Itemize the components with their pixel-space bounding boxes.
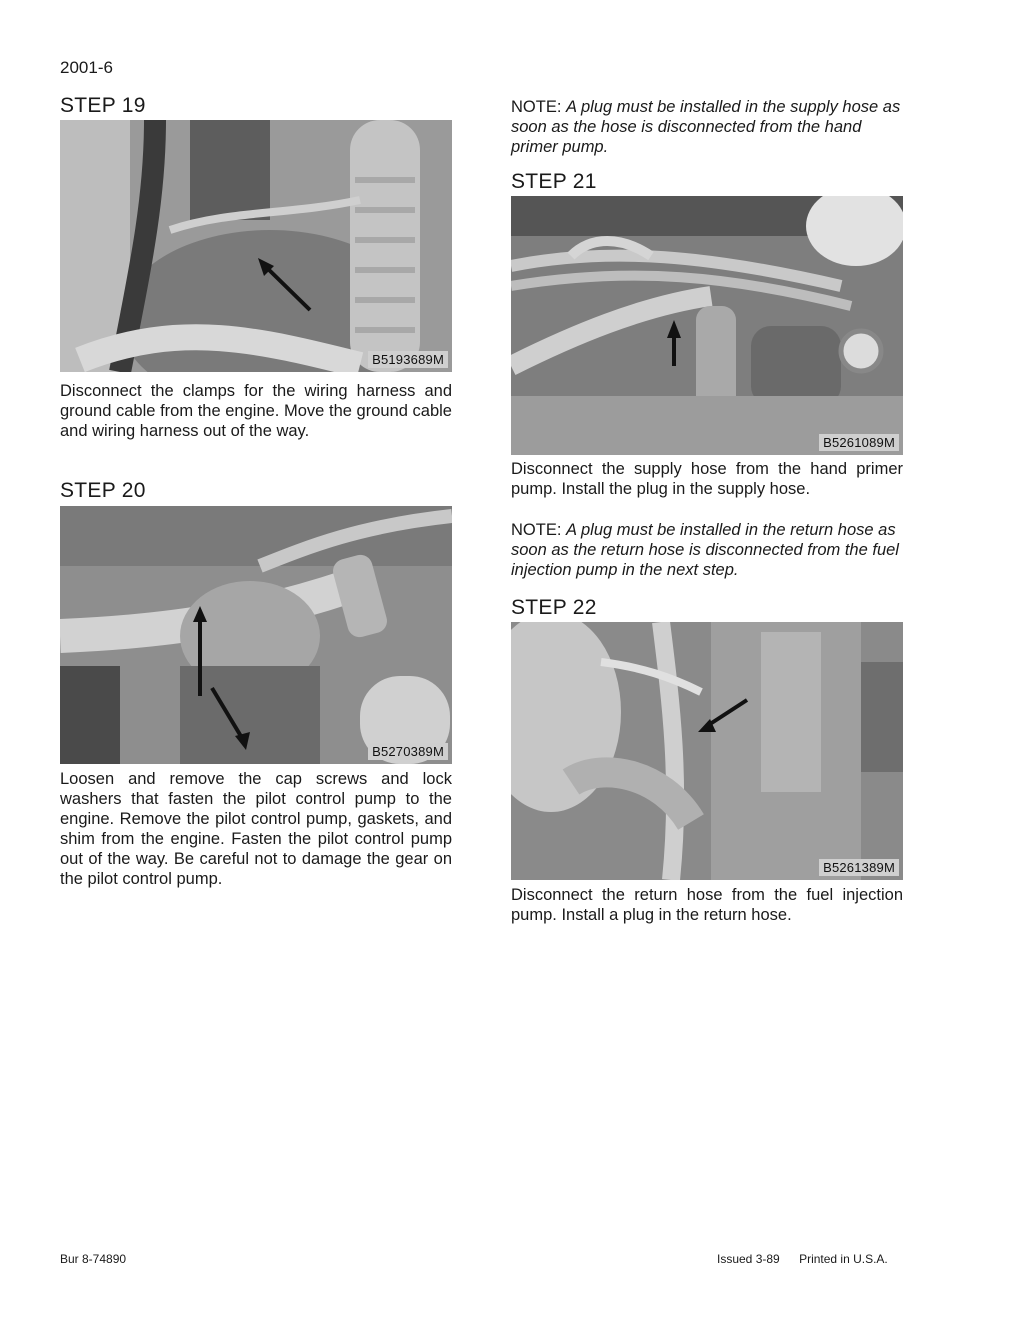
pilot-control-pump-image: [60, 506, 452, 764]
step-19-heading: STEP 19: [60, 94, 146, 117]
step-22-heading: STEP 22: [511, 596, 597, 619]
step-21-photo-code: B5261089M: [819, 434, 899, 451]
step-19-photo: [60, 120, 452, 372]
footer-doc-number: Bur 8-74890: [60, 1252, 127, 1266]
note-text: A plug must be installed in the supply hose as soon as the hose is disconnected from the hand primer pump.: [511, 98, 901, 156]
fuel-injection-pump-image: [511, 622, 903, 880]
page-number: 2001-6: [60, 58, 113, 77]
step-20-photo: [60, 506, 452, 764]
step-22-photo: [511, 622, 903, 880]
step-22-caption: Disconnect the return hose from the fuel injection pump. Install a plug in the return hose.: [511, 886, 903, 924]
step-19-photo-code: B5193689M: [368, 351, 448, 368]
step-21-caption: Disconnect the supply hose from the hand primer pump. Install the plug in the supply hose.: [511, 460, 903, 498]
note-return-hose-plug: [511, 520, 903, 580]
step-22-photo-code: B5261389M: [819, 859, 899, 876]
footer-issue-info: [717, 1252, 888, 1266]
footer-issued: Issued 3-89: [717, 1252, 780, 1266]
footer-printed: Printed in U.S.A.: [799, 1252, 888, 1266]
note-label: NOTE:: [511, 98, 562, 116]
step-19-caption: Disconnect the clamps for the wiring harness and ground cable from the engine. Move the ground cable and wiring harness out of the way.: [60, 382, 452, 440]
step-20-caption: Loosen and remove the cap screws and lock washers that fasten the pilot control pump to the engine. Remove the pilot control pump, gaskets, and shim from the engine. Fasten the pilot control pump out of the way. Be careful not to damage the gear on the pilot control pump.: [60, 770, 452, 888]
step-21-heading: STEP 21: [511, 170, 597, 193]
engine-wiring-harness-image: [60, 120, 452, 372]
step-20-heading: STEP 20: [60, 479, 146, 502]
step-20-photo-code: B5270389M: [368, 743, 448, 760]
note-label: NOTE:: [511, 521, 562, 539]
note-supply-hose-plug: [511, 97, 903, 157]
note-text: A plug must be installed in the return hose as soon as the return hose is disconnected from the fuel injection pump in the next step.: [511, 521, 899, 579]
step-21-photo: [511, 196, 903, 455]
hand-primer-pump-image: [511, 196, 903, 455]
